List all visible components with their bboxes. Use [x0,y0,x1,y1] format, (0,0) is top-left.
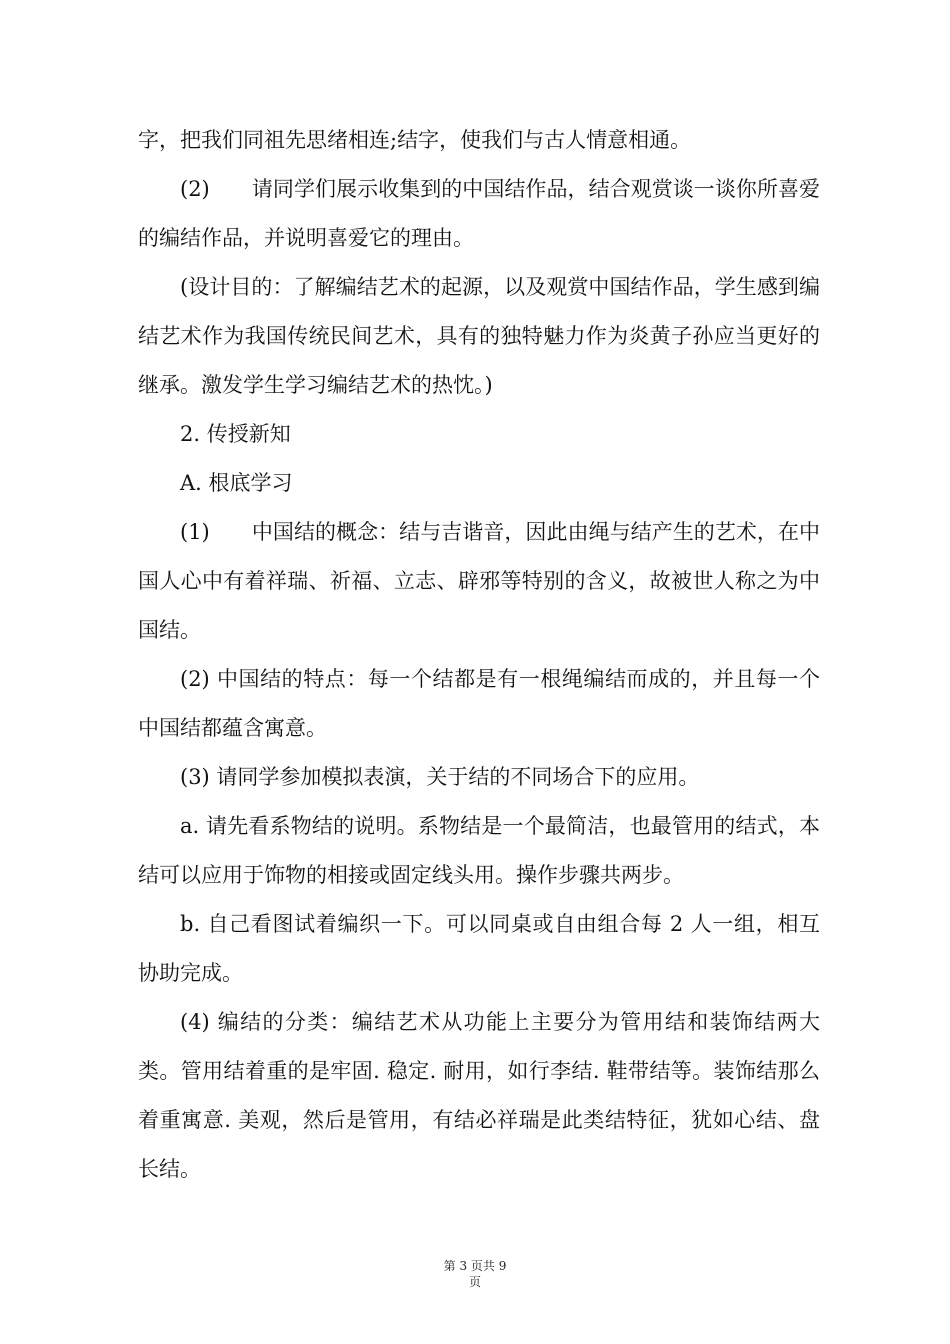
section-heading-2: 2. 传授新知 [180,422,291,446]
paragraph-11: (4) 编结的分类：编结艺术从功能上主要分为管用结和装饰结两大类。管用结着重的是牢固. 稳定. 耐用，如行李结. 鞋带结等。装饰结那么着重寓意. 美观，然后是管用，有结必祥瑞是此类结特征，犹如心结、盘长结。 [138,1010,820,1181]
subsection-heading-a: A. 根底学习 [180,471,293,495]
paragraph-10: b. 自己看图试着编织一下。可以同桌或自由组合每 2 人一组，相互协助完成。 [138,912,820,985]
paragraph-2: (2) 请同学们展示收集到的中国结作品，结合观赏谈一谈你所喜爱的编结作品，并说明喜爱它的理由。 [138,177,820,250]
page-footer [0,1258,950,1290]
paragraph-3: (设计目的：了解编结艺术的起源，以及观赏中国结作品，学生感到编结艺术作为我国传统民间艺术，具有的独特魅力作为炎黄子孙应当更好的继承。激发学生学习编结艺术的热忱。) [138,275,820,397]
paragraph-6: (1) 中国结的概念：结与吉谐音，因此由绳与结产生的艺术，在中国人心中有着祥瑞、祈福、立志、辟邪等特别的含义，故被世人称之为中国结。 [138,520,820,642]
paragraph-9: a. 请先看系物结的说明。系物结是一个最简洁，也最管用的结式，本结可以应用于饰物的相接或固定线头用。操作步骤共两步。 [138,814,820,887]
paragraph-8: (3) 请同学参加模拟表演，关于结的不同场合下的应用。 [180,765,700,789]
document-body [138,116,820,1194]
page-number-line2: 页 [468,1275,481,1289]
paragraph-7: (2) 中国结的特点：每一个结都是有一根绳编结而成的，并且每一个中国结都蕴含寓意。 [138,667,820,740]
paragraph-1: 字，把我们同祖先思绪相连;结字，使我们与古人情意相通。 [138,128,692,152]
page-number-line1: 第 3 页共 9 [443,1259,507,1273]
